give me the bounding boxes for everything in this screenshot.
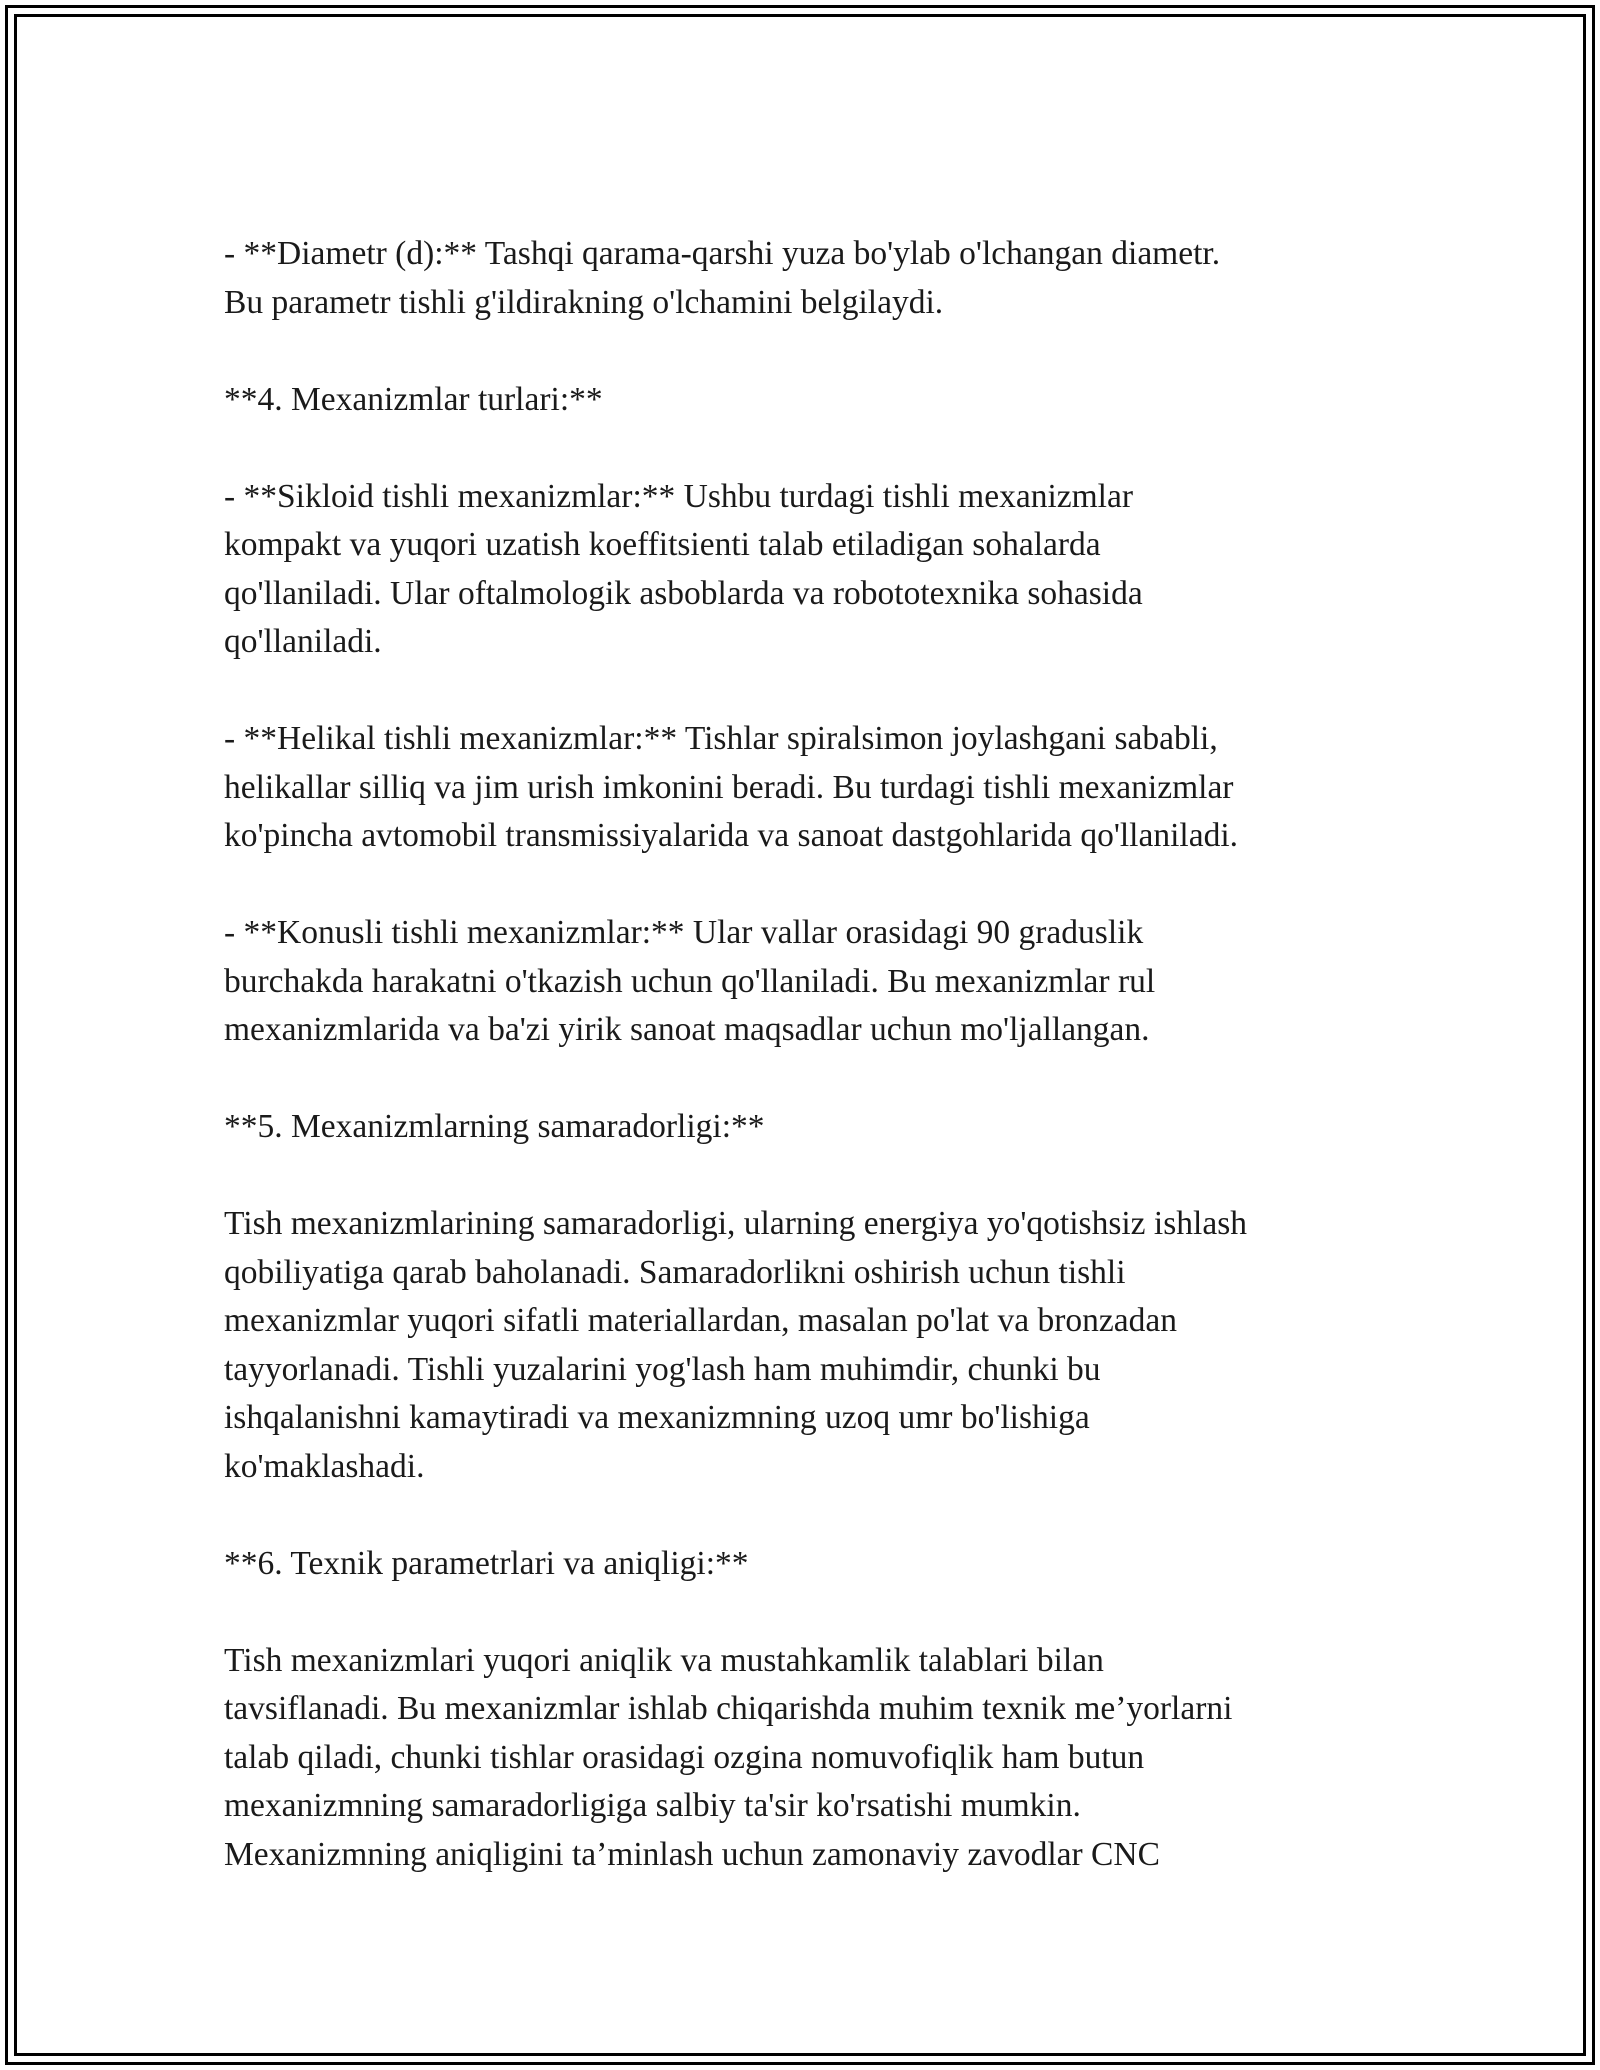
document-body	[224, 230, 1384, 1879]
paragraph-konusli: - **Konusli tishli mexanizmlar:** Ular vallar orasidagi 90 graduslik burchakda harakatni o'tkazish uchun qo'llaniladi. Bu mexanizmlar rul mexanizmlarida va ba'zi yirik sanoat maqsadlar uchun mo'ljallangan.	[224, 914, 1156, 1048]
heading-samaradorlik: **5. Mexanizmlarning samaradorligi:**	[224, 1108, 765, 1145]
paragraph-texnik-parametrlar: Tish mexanizmlari yuqori aniqlik va mustahkamlik talablari bilan tavsiflanadi. Bu mexanizmlar ishlab chiqarishda muhim texnik me’yorlarni talab qiladi, chunki tishlar orasidagi ozgina nomuvofiqlik ham butun mexanizmning samaradorligiga salbiy ta'sir ko'rsatishi mumkin. Mexanizmning aniqligini ta’minlash uchun zamonaviy zavodlar CNC	[224, 1641, 1233, 1873]
heading-texnik-parametrlar: **6. Texnik parametrlari va aniqligi:**	[224, 1544, 749, 1582]
paragraph-diametr: - **Diametr (d):** Tashqi qarama-qarshi yuza bo'ylab o'lchangan diametr. Bu parametr tishli g'ildirakning o'lchamini belgilaydi.	[224, 235, 1221, 321]
paragraph-helikal: - **Helikal tishli mexanizmlar:** Tishlar spiralsimon joylashgani sababli, helikallar silliq va jim urish imkonini beradi. Bu turdagi tishli mexanizmlar ko'pincha avtomobil transmissiyalarida va sanoat dastgohlarida qo'llaniladi.	[224, 720, 1239, 854]
paragraph-sikloid: - **Sikloid tishli mexanizmlar:** Ushbu turdagi tishli mexanizmlar kompakt va yuqori uzatish koeffitsienti talab etiladigan sohalarda qo'llaniladi. Ular oftalmologik asboblarda va robototexnika sohasida qo'llaniladi.	[224, 477, 1143, 660]
heading-mexanizmlar-turlari: **4. Mexanizmlar turlari:**	[224, 380, 603, 418]
paragraph-samaradorlik: Tish mexanizmlarining samaradorligi, ularning energiya yo'qotishsiz ishlash qobiliyatiga qarab baholanadi. Samaradorlikni oshirish uchun tishli mexanizmlar yuqori sifatli materiallardan, masalan po'lat va bronzadan tayyorlanadi. Tishli yuzalarini yog'lash ham muhimdir, chunki bu ishqalanishni kamaytiradi va mexanizmning uzoq umr bo'lishiga ko'maklashadi.	[224, 1205, 1247, 1485]
